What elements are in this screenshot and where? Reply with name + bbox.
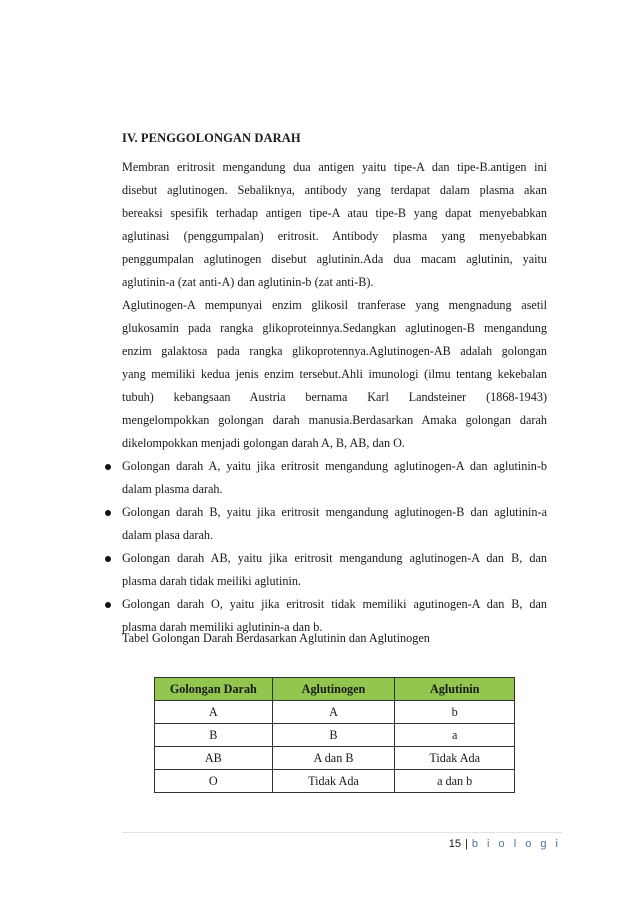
text-line: yang memiliki kedua jenis enzim tersebut.Ahli imunologi (ilmu tentang kekebalan (122, 367, 547, 381)
text-line: aglutinasi (penggumpalan) eritrosit. Antibody plasma yang menyebabkan (122, 229, 547, 243)
text-line: Membran eritrosit mengandung dua antigen yaitu tipe-A dan tipe-B.antigen ini (122, 160, 547, 174)
text-line: plasma darah memiliki aglutinin-a dan b. (122, 620, 323, 634)
paragraph-antigens (122, 156, 547, 294)
table-cell: b (395, 701, 515, 724)
table-cell: B (272, 724, 395, 747)
page-footer (449, 838, 561, 850)
table-cell: A (272, 701, 395, 724)
bullet-icon (104, 555, 112, 563)
table-cell: Tidak Ada (272, 770, 395, 793)
footer-divider (122, 832, 562, 833)
table-row (155, 724, 515, 747)
column-header: Golongan Darah (155, 678, 273, 701)
section-title: IV. PENGGOLONGAN DARAH (122, 131, 301, 145)
text-line: disebut aglutinogen. Sebaliknya, antibody yang terdapat dalam plasma akan (122, 183, 547, 197)
text-line: penggumpalan aglutinogen disebut aglutinin.Ada dua macam aglutinin, yaitu (122, 252, 547, 266)
table-cell: A (155, 701, 273, 724)
table-row (155, 701, 515, 724)
bullet-icon (104, 601, 112, 609)
table-caption: Tabel Golongan Darah Berdasarkan Aglutinin dan Aglutinogen (122, 631, 430, 645)
text-line: mengelompokkan golongan darah manusia.Berdasarkan Amaka golongan darah (122, 413, 547, 427)
table-cell: a dan b (395, 770, 515, 793)
table-cell: a (395, 724, 515, 747)
text-line: Golongan darah O, yaitu jika eritrosit tidak memiliki agutinogen-A dan B, dan (122, 597, 547, 611)
bullet-item-a (122, 455, 547, 501)
text-line: bereaksi spesifik terhadap antigen tipe-A atau tipe-B yang dapat menyebabkan (122, 206, 547, 220)
text-line: Golongan darah A, yaitu jika eritrosit mengandung aglutinogen-A dan aglutinin-b (122, 459, 547, 473)
text-line: dalam plasma darah. (122, 482, 223, 496)
table-cell: Tidak Ada (395, 747, 515, 770)
text-line: glukosamin pada rangka glikoproteinnya.Sedangkan aglutinogen-B mengandung (122, 321, 547, 335)
text-line: enzim galaktosa pada rangka glikoprotennya.Aglutinogen-AB adalah golongan (122, 344, 547, 358)
text-line: Golongan darah AB, yaitu jika eritrosit mengandung aglutinogen-A dan B, dan (122, 551, 547, 565)
table-row (155, 747, 515, 770)
paragraph-aglutinogen (122, 294, 547, 455)
text-line: tubuh) kebangsaan Austria bernama Karl Landsteiner (1868-1943) (122, 390, 547, 404)
table-header-row (155, 678, 515, 701)
text-line: aglutinin-a (zat anti-A) dan aglutinin-b (zat anti-B). (122, 275, 374, 289)
table-cell: A dan B (272, 747, 395, 770)
footer-separator: | (465, 838, 468, 850)
bullet-item-ab (122, 547, 547, 593)
bullet-icon (104, 463, 112, 471)
text-line: dikelompokkan menjadi golongan darah A, B, AB, dan O. (122, 436, 405, 450)
text-line: Golongan darah B, yaitu jika eritrosit mengandung aglutinogen-B dan aglutinin-a (122, 505, 547, 519)
column-header: Aglutinin (395, 678, 515, 701)
text-line: plasma darah tidak meiliki aglutinin. (122, 574, 302, 588)
text-line: dalam plasa darah. (122, 528, 214, 542)
footer-subject: b i o l o g i (471, 838, 561, 850)
page-number: 15 (448, 838, 461, 850)
bullet-item-b (122, 501, 547, 547)
blood-type-table (154, 677, 515, 793)
table-row (155, 770, 515, 793)
bullet-icon (104, 509, 112, 517)
table-cell: B (155, 724, 273, 747)
text-line: Aglutinogen-A mempunyai enzim glikosil tranferase yang mengnadung asetil (122, 298, 547, 312)
table-cell: AB (155, 747, 273, 770)
column-header: Aglutinogen (272, 678, 395, 701)
table-cell: O (155, 770, 273, 793)
